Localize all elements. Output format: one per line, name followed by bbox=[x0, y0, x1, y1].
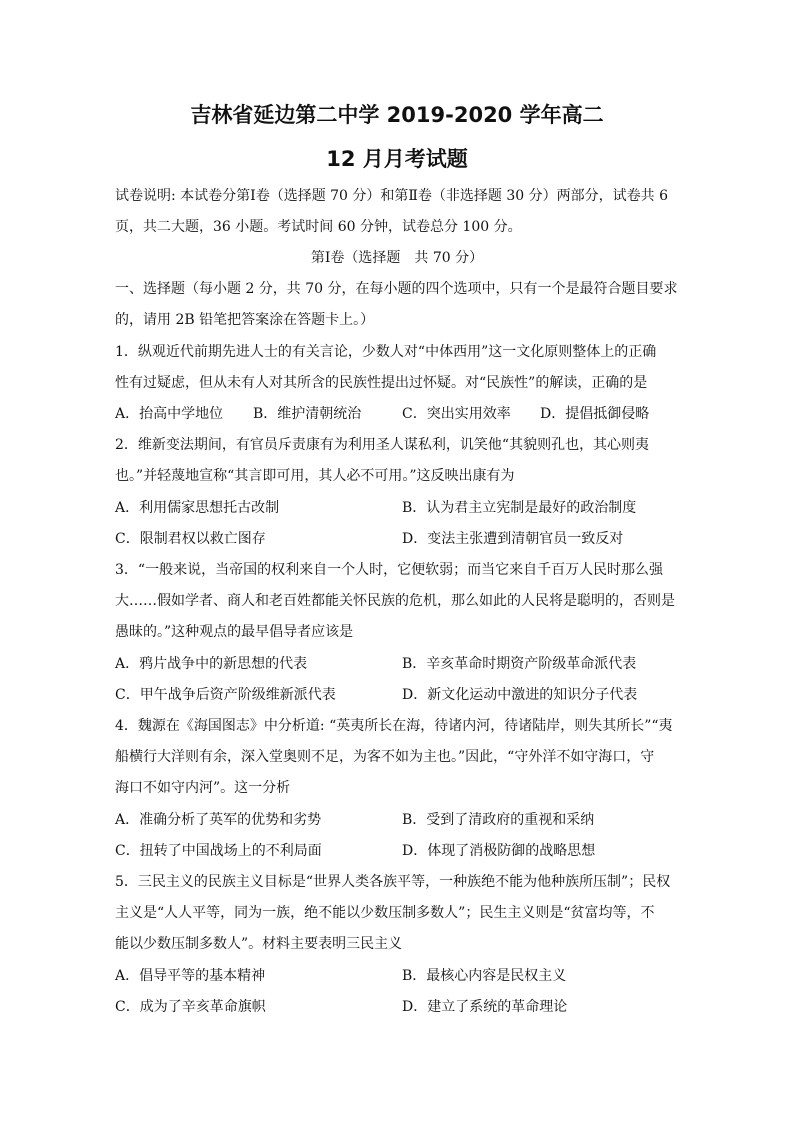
question-2-option-d: D．变法主张遭到清朝官员一致反对 bbox=[402, 531, 624, 547]
section-instruction-1: 一、选择题（每小题 2 分，共 70 分，在每小题的四个选项中，只有一个是最符合题目要求 bbox=[115, 281, 678, 297]
question-2-option-c: C．限制君权以救亡图存 bbox=[115, 531, 266, 547]
question-4-line-2: 船横行大洋则有余，深入堂奥则不足，为客不如为主也。”因此，“守外洋不如守海口，守 bbox=[115, 749, 655, 765]
exam-subtitle: 12 月月考试题 bbox=[326, 147, 468, 171]
question-5-option-c: C．成为了辛亥革命旗帜 bbox=[115, 999, 266, 1015]
question-1-option-b: B．维护清朝统治 bbox=[253, 406, 362, 422]
question-1-line-1: 1．纵观近代前期先进人士的有关言论，少数人对“中体西用”这一文化原则整体上的正确 bbox=[115, 344, 657, 360]
question-5-line-2: 主义是“人人平等，同为一族，绝不能以少数压制多数人”；民生主义则是“贫富均等，不 bbox=[115, 905, 655, 921]
question-1-line-2: 性有过疑虑，但从未有人对其所含的民族性提出过怀疑。对“民族性”的解读，正确的是 bbox=[115, 375, 648, 391]
question-3-line-2: 大……假如学者、商人和老百姓都能关怀民族的危机，那么如此的人民将是聪明的，否则是 bbox=[115, 593, 675, 609]
question-1-option-d: D．提倡抵御侵略 bbox=[540, 406, 650, 422]
section-heading: 第Ⅰ卷（选择题 共 70 分） bbox=[310, 250, 484, 266]
intro-line-2: 页，共二大题，36 小题。考试时间 60 分钟，试卷总分 100 分。 bbox=[115, 219, 522, 235]
question-5-option-b: B．最核心内容是民权主义 bbox=[402, 968, 567, 984]
section-instruction-2: 的，请用 2B 铅笔把答案涂在答题卡上。） bbox=[115, 312, 375, 328]
question-3-option-a: A．鸦片战争中的新思想的代表 bbox=[115, 656, 308, 672]
question-4-line-3: 海口不如守内河”。这一分析 bbox=[115, 780, 291, 796]
question-3-line-1: 3．“一般来说，当帝国的权利来自一个人时，它便软弱；而当它来自千百万人民时那么强 bbox=[115, 562, 664, 578]
question-5-line-3: 能以少数压制多数人”。材料主要表明三民主义 bbox=[115, 936, 403, 952]
question-5-line-1: 5．三民主义的民族主义目标是“世界人类各族平等，一种族绝不能为他种族所压制”；民权 bbox=[115, 874, 671, 890]
question-4-option-b: B．受到了清政府的重视和采纳 bbox=[402, 812, 595, 828]
question-2-line-1: 2．维新变法期间，有官员斥责康有为利用圣人谋私利，讥笑他“其貌则孔也，其心则夷 bbox=[115, 437, 650, 453]
question-1-option-c: C．突出实用效率 bbox=[402, 406, 511, 422]
question-2-line-2: 也。”并轻蔑地宣称“其言即可用，其人必不可用。”这反映出康有为 bbox=[115, 468, 515, 484]
question-4-option-d: D．体现了消极防御的战略思想 bbox=[402, 843, 596, 859]
question-3-line-3: 愚昧的。”这种观点的最早倡导者应该是 bbox=[115, 624, 354, 640]
exam-title: 吉林省延边第二中学 2019-2020 学年高二 bbox=[190, 103, 604, 127]
question-2-option-a: A．利用儒家思想托古改制 bbox=[115, 500, 280, 516]
question-5-option-d: D．建立了系统的革命理论 bbox=[402, 999, 568, 1015]
question-4-option-c: C．扭转了中国战场上的不利局面 bbox=[115, 843, 322, 859]
question-3-option-d: D．新文化运动中激进的知识分子代表 bbox=[402, 687, 638, 703]
question-3-option-b: B．辛亥革命时期资产阶级革命派代表 bbox=[402, 656, 637, 672]
question-4-option-a: A．准确分析了英军的优势和劣势 bbox=[115, 812, 322, 828]
question-1-option-a: A．抬高中学地位 bbox=[115, 406, 224, 422]
question-3-option-c: C．甲午战争后资产阶级维新派代表 bbox=[115, 687, 336, 703]
question-2-option-b: B．认为君主立宪制是最好的政治制度 bbox=[402, 500, 637, 516]
question-1-options bbox=[115, 404, 649, 424]
intro-line-1: 试卷说明: 本试卷分第Ⅰ卷（选择题 70 分）和第Ⅱ卷（非选择题 30 分）两部分，试卷共 6 bbox=[115, 188, 668, 204]
question-4-line-1: 4．魏源在《海国图志》中分析道: “英夷所长在海，待诸内河，待诸陆岸，则失其所长”“夷 bbox=[115, 718, 673, 734]
question-5-option-a: A．倡导平等的基本精神 bbox=[115, 968, 266, 984]
